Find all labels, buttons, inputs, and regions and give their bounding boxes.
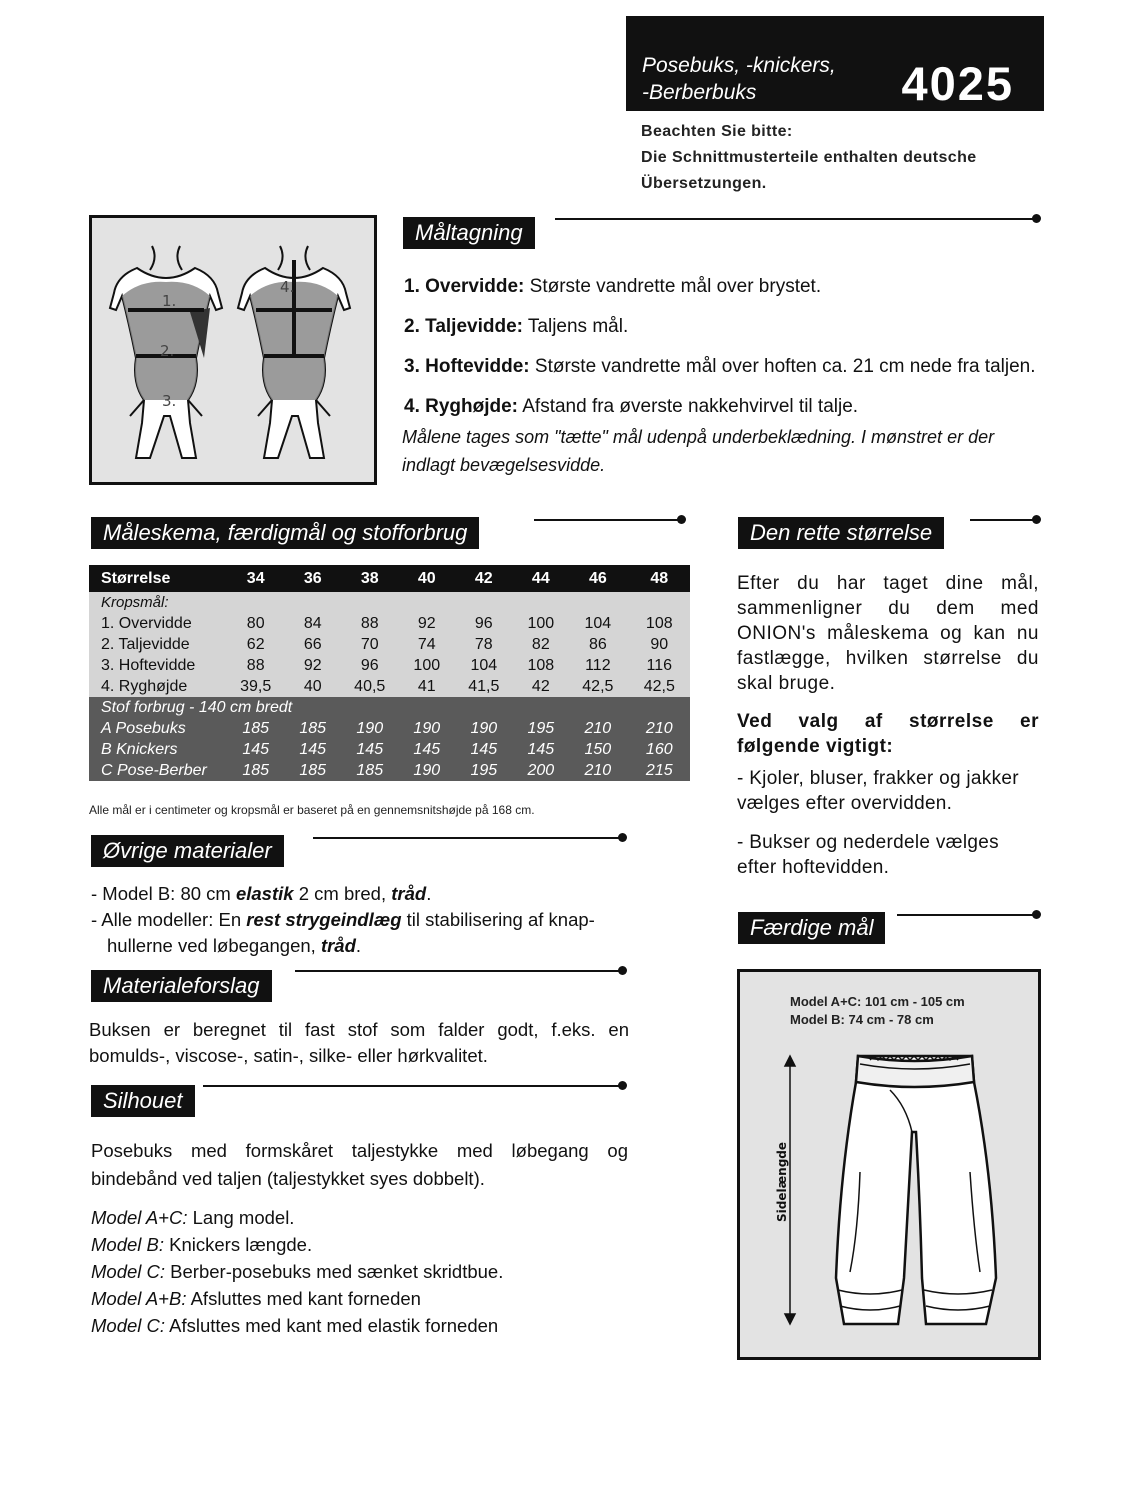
divider-dot: [677, 515, 686, 524]
table-row: [89, 676, 690, 697]
maltagning-note: Målene tages som "tætte" mål udenpå underbeklædning. I mønstret er der indlagt bevægelsesvidde.: [402, 427, 995, 475]
model-item: [91, 1231, 503, 1258]
cell: 200: [515, 760, 568, 781]
section-heading-silhouet: Silhouet: [91, 1085, 195, 1117]
divider-line: [555, 218, 1037, 220]
size-column-header: 38: [339, 565, 400, 592]
text-span: til stabilisering af knap-: [401, 909, 595, 930]
divider-line: [295, 970, 623, 972]
cell: 39,5: [225, 676, 286, 697]
cell: 41: [400, 676, 453, 697]
model-term: Model B:: [91, 1234, 165, 1255]
measure-term: 3. Hoftevidde:: [404, 356, 530, 377]
size-chart-table: [89, 565, 690, 781]
model-desc: Berber-posebuks med sænket skridtbue.: [165, 1261, 504, 1282]
cell: 41,5: [453, 676, 514, 697]
body-measure-label: Kropsmål:: [89, 592, 690, 613]
cell: 88: [339, 613, 400, 634]
text-span: rest strygeindlæg: [246, 909, 402, 930]
text-span: tråd: [320, 935, 356, 956]
cell: 104: [453, 655, 514, 676]
cell: 116: [629, 655, 690, 676]
silhouet-text: Posebuks med formskåret taljestykke med løbegang og bindebånd ved taljen (taljestykket syes dobbelt).: [91, 1140, 628, 1189]
divider-dot: [1032, 910, 1041, 919]
divider-line: [313, 837, 623, 839]
cell: 190: [339, 718, 400, 739]
ovrige-list: [91, 881, 631, 959]
section-heading-faerdige: Færdige mål: [738, 912, 885, 944]
table-header-row: [89, 565, 690, 592]
trousers-illustration: [740, 972, 1038, 1357]
cell: 190: [400, 718, 453, 739]
figure-label-4: 4.: [280, 278, 295, 296]
divider-line: [897, 914, 1036, 916]
finished-measure-line1: Model A+C: 101 cm - 105 cm: [790, 994, 965, 1009]
cell: 104: [567, 613, 628, 634]
measure-desc: Største vandrette mål over hoften ca. 21 cm nede fra taljen.: [529, 356, 1036, 377]
model-item: [91, 1312, 503, 1339]
cell: 92: [400, 613, 453, 634]
cell: 74: [400, 634, 453, 655]
divider-dot: [618, 966, 627, 975]
measure-term: 4. Ryghøjde:: [404, 396, 519, 417]
cell: 210: [629, 718, 690, 739]
cell: 145: [400, 739, 453, 760]
size-column-header: 42: [453, 565, 514, 592]
rette-bullet-1: - Kjoler, bluser, frakker og jakker vælges efter overvidden.: [737, 768, 1019, 814]
cell: 62: [225, 634, 286, 655]
measure-term: 2. Taljevidde:: [404, 316, 523, 337]
measure-term: 1. Overvidde:: [404, 276, 525, 297]
cell: 185: [225, 718, 286, 739]
measure-item: [404, 347, 1036, 387]
body-measurement-figure: [89, 215, 377, 485]
cell: 185: [225, 760, 286, 781]
divider-dot: [618, 1081, 627, 1090]
section-maleskema-header: [91, 519, 479, 547]
row-label: B Knickers: [89, 739, 225, 760]
german-note: [641, 119, 977, 197]
section-heading-rette: Den rette størrelse: [738, 517, 944, 549]
pattern-title-line1: Posebuks, -knickers,: [642, 54, 836, 77]
measure-desc: Afstand fra øverste nakkehvirvel til talje.: [518, 396, 859, 417]
german-note-line2: Die Schnittmusterteile enthalten deutsche: [641, 149, 977, 166]
cell: 210: [567, 760, 628, 781]
finished-measure-line2: Model B: 74 cm - 78 cm: [790, 1012, 934, 1027]
text-span: - Model B: 80 cm: [91, 883, 236, 904]
divider-dot: [1032, 515, 1041, 524]
cell: 145: [286, 739, 339, 760]
table-row: [89, 739, 690, 760]
measure-desc: Taljens mål.: [522, 316, 629, 337]
model-list: [91, 1204, 503, 1339]
cell: 40: [286, 676, 339, 697]
table-row: [89, 655, 690, 676]
materialeforslag-text: Buksen er beregnet til fast stof som falder godt, f.eks. en bomulds-, viscose-, satin-, silke- eller hørkvalitet.: [89, 1019, 629, 1066]
model-item: [91, 1285, 503, 1312]
fabric-usage-label: Stof forbrug - 140 cm bredt: [89, 697, 690, 718]
table-row: [89, 634, 690, 655]
cell: 195: [515, 718, 568, 739]
materials-line: [91, 933, 631, 959]
cell: 210: [567, 718, 628, 739]
size-column-header: 44: [515, 565, 568, 592]
pattern-title-line2: -Berberbuks: [642, 81, 757, 104]
model-term: Model C:: [91, 1261, 166, 1282]
model-item: [91, 1258, 503, 1285]
cell: 86: [567, 634, 628, 655]
cell: 42: [515, 676, 568, 697]
size-column-header: 46: [567, 565, 628, 592]
cell: 145: [515, 739, 568, 760]
cell: 100: [400, 655, 453, 676]
cell: 215: [629, 760, 690, 781]
row-label: 2. Taljevidde: [89, 634, 225, 655]
section-ovrige-header: [91, 837, 284, 865]
model-term: Model A+B:: [91, 1288, 187, 1309]
cell: 82: [515, 634, 568, 655]
model-desc: Lang model.: [187, 1207, 295, 1228]
figure-label-2: 2.: [160, 342, 175, 360]
pattern-number: 4025: [901, 57, 1014, 110]
cell: 185: [286, 760, 339, 781]
cell: 112: [567, 655, 628, 676]
table-row: [89, 718, 690, 739]
row-label: 4. Ryghøjde: [89, 676, 225, 697]
rette-bullet-2: - Bukser og nederdele vælges efter hoftevidden.: [737, 832, 999, 878]
cell: 96: [453, 613, 514, 634]
size-column-header: 48: [629, 565, 690, 592]
table-row: [89, 613, 690, 634]
cell: 160: [629, 739, 690, 760]
cell: 90: [629, 634, 690, 655]
cell: 42,5: [629, 676, 690, 697]
row-label: 1. Overvidde: [89, 613, 225, 634]
section-maltagning-header: [403, 219, 535, 247]
cell: 108: [629, 613, 690, 634]
materials-line: [91, 881, 631, 907]
cell: 66: [286, 634, 339, 655]
pattern-title: [642, 52, 836, 106]
cell: 145: [339, 739, 400, 760]
text-span: tråd: [391, 883, 427, 904]
measure-desc: Største vandrette mål over brystet.: [524, 276, 822, 297]
divider-dot: [618, 833, 627, 842]
text-span: .: [355, 935, 362, 956]
cell: 150: [567, 739, 628, 760]
cell: 80: [225, 613, 286, 634]
model-item: [91, 1204, 503, 1231]
section-faerdige-header: [738, 914, 885, 942]
side-length-label: Sidelængde: [775, 1141, 789, 1222]
cell: 84: [286, 613, 339, 634]
text-span: elastik: [235, 883, 294, 904]
measure-item: [404, 267, 1036, 307]
section-heading-maltagning: Måltagning: [403, 217, 535, 249]
model-term: Model C:: [91, 1315, 166, 1336]
cell: 92: [286, 655, 339, 676]
measure-item: [404, 387, 1036, 427]
maltagning-list: [404, 267, 1036, 427]
divider-line: [970, 519, 1036, 521]
text-span: - Alle modeller: En: [91, 909, 247, 930]
table-row: [89, 697, 690, 718]
cell: 190: [453, 718, 514, 739]
divider-line: [534, 519, 680, 521]
body-form-illustration: [92, 218, 374, 482]
cell: 185: [339, 760, 400, 781]
size-header-label: Størrelse: [89, 565, 225, 592]
cell: 88: [225, 655, 286, 676]
cell: 42,5: [567, 676, 628, 697]
text-span: hullerne ved løbegangen,: [107, 935, 321, 956]
table-row: [89, 592, 690, 613]
cell: 145: [453, 739, 514, 760]
size-column-header: 40: [400, 565, 453, 592]
text-span: .: [426, 883, 432, 904]
measure-item: [404, 307, 1036, 347]
rette-text: Efter du har taget dine mål, sammenligner du dem med ONION's måleskema og kan nu fastlægge, hvilken størrelse du skal bruge.: [737, 573, 1039, 694]
model-desc: Knickers længde.: [164, 1234, 313, 1255]
model-term: Model A+C:: [91, 1207, 188, 1228]
section-materialeforslag-header: [91, 972, 272, 1000]
row-label: A Posebuks: [89, 718, 225, 739]
finished-measurements-figure: [737, 969, 1041, 1360]
figure-label-1: 1.: [162, 292, 177, 310]
german-note-line1: Beachten Sie bitte:: [641, 123, 793, 140]
cell: 145: [225, 739, 286, 760]
table-row: [89, 760, 690, 781]
model-desc: Afsluttes med kant med elastik forneden: [165, 1315, 499, 1336]
section-heading-materialeforslag: Materialeforslag: [91, 970, 272, 1002]
german-note-line3: Übersetzungen.: [641, 175, 767, 192]
figure-label-3: 3.: [162, 392, 177, 410]
divider-line: [203, 1085, 623, 1087]
row-label: C Pose-Berber: [89, 760, 225, 781]
cell: 108: [515, 655, 568, 676]
rette-bold-text: Ved valg af størrelse er følgende vigtigt:: [737, 711, 1039, 757]
title-block: [626, 16, 1044, 111]
cell: 40,5: [339, 676, 400, 697]
cell: 190: [400, 760, 453, 781]
section-rette-header: [738, 519, 944, 547]
text-span: 2 cm bred,: [293, 883, 392, 904]
size-column-header: 36: [286, 565, 339, 592]
cell: 96: [339, 655, 400, 676]
section-heading-ovrige: Øvrige materialer: [91, 835, 284, 867]
materials-line: [91, 907, 631, 933]
section-heading-maleskema: Måleskema, færdigmål og stofforbrug: [91, 517, 479, 549]
model-desc: Afsluttes med kant forneden: [186, 1288, 421, 1309]
cell: 185: [286, 718, 339, 739]
divider-dot: [1032, 214, 1041, 223]
section-silhouet-header: [91, 1087, 195, 1115]
size-column-header: 34: [225, 565, 286, 592]
table-footnote: Alle mål er i centimeter og kropsmål er baseret på en gennemsnitshøjde på 168 cm.: [89, 803, 535, 817]
cell: 70: [339, 634, 400, 655]
cell: 78: [453, 634, 514, 655]
cell: 100: [515, 613, 568, 634]
row-label: 3. Hoftevidde: [89, 655, 225, 676]
cell: 195: [453, 760, 514, 781]
